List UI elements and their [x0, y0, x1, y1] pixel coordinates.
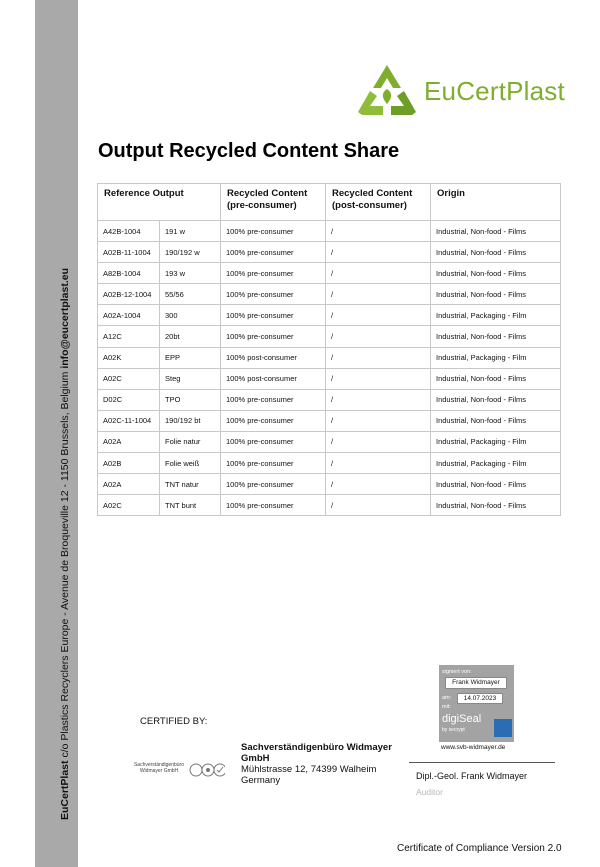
cell-pre-consumer: 100% pre-consumer — [221, 221, 326, 242]
seal-brand: digiSeal — [442, 713, 482, 725]
table-row — [98, 326, 561, 347]
stamp-text — [129, 762, 189, 774]
header-origin: Origin — [431, 184, 561, 221]
cell-origin: Industrial, Packaging - Film — [431, 431, 561, 452]
cell-pre-consumer: 100% pre-consumer — [221, 389, 326, 410]
company-name-line1: Sachverständigenbüro Widmayer — [241, 742, 392, 753]
cell-post-consumer: / — [326, 431, 431, 452]
signature-line — [409, 762, 555, 763]
auditor-role: Auditor — [416, 787, 443, 797]
cell-pre-consumer: 100% pre-consumer — [221, 410, 326, 431]
cell-post-consumer: / — [326, 347, 431, 368]
cell-post-consumer: / — [326, 389, 431, 410]
table-row — [98, 431, 561, 452]
cell-reference-code: A12C — [98, 326, 160, 347]
cell-reference-name: 193 w — [160, 263, 221, 284]
cell-reference-name: Folie natur — [160, 431, 221, 452]
cell-post-consumer: / — [326, 305, 431, 326]
table-header-row — [98, 184, 561, 221]
stamp-line1: Sachverständigenbüro — [133, 762, 185, 768]
seal-date: 14.07.2023 — [457, 693, 503, 704]
cell-pre-consumer: 100% pre-consumer — [221, 326, 326, 347]
cell-reference-name: 190/192 bt — [160, 410, 221, 431]
seal-square-icon — [494, 719, 512, 737]
cell-reference-name: 300 — [160, 305, 221, 326]
cell-reference-name: Steg — [160, 368, 221, 389]
cell-reference-name: TNT natur — [160, 474, 221, 495]
cell-reference-code: A42B-1004 — [98, 221, 160, 242]
table-row — [98, 474, 561, 495]
header-post-consumer — [326, 184, 431, 221]
cell-origin: Industrial, Non-food - Films — [431, 368, 561, 389]
cell-pre-consumer: 100% pre-consumer — [221, 453, 326, 474]
cell-pre-consumer: 100% pre-consumer — [221, 263, 326, 284]
certified-by-label: CERTIFIED BY: — [140, 716, 208, 727]
table-row — [98, 389, 561, 410]
table-row — [98, 368, 561, 389]
cell-origin: Industrial, Non-food - Films — [431, 242, 561, 263]
seal-date-label: am: — [442, 695, 452, 701]
seal-by: by secrypt — [442, 727, 465, 733]
cell-origin: Industrial, Packaging - Film — [431, 305, 561, 326]
cell-post-consumer: / — [326, 284, 431, 305]
cell-reference-name: 190/192 w — [160, 242, 221, 263]
seal-url: www.svb-widmayer.de — [441, 744, 506, 751]
cell-reference-code: A02B-12-1004 — [98, 284, 160, 305]
cell-pre-consumer: 100% pre-consumer — [221, 305, 326, 326]
sidebar-email: info@eucertplast.eu — [59, 267, 71, 369]
table-row — [98, 410, 561, 431]
logo-wordmark: EuCertPlast — [424, 76, 565, 106]
certifier-stamp — [129, 759, 225, 783]
cell-post-consumer: / — [326, 326, 431, 347]
cell-post-consumer: / — [326, 474, 431, 495]
cell-pre-consumer: 100% pre-consumer — [221, 495, 326, 516]
table-row — [98, 347, 561, 368]
cell-pre-consumer: 100% pre-consumer — [221, 284, 326, 305]
sidebar-address-text: c/o Plastics Recyclers Europe - Avenue de Broqueville 12 - 1150 Brussels, Belgium — [59, 368, 71, 761]
cell-origin: Industrial, Packaging - Film — [431, 347, 561, 368]
cell-reference-code: A02C-11-1004 — [98, 410, 160, 431]
certifier-company — [241, 743, 401, 787]
cell-origin: Industrial, Packaging - Film — [431, 453, 561, 474]
seal-signed-label: signiert von: — [442, 669, 472, 675]
table-row — [98, 263, 561, 284]
table-row — [98, 284, 561, 305]
digital-seal — [439, 665, 514, 742]
cell-origin: Industrial, Non-food - Films — [431, 221, 561, 242]
cell-post-consumer: / — [326, 368, 431, 389]
cell-reference-name: EPP — [160, 347, 221, 368]
table-row — [98, 242, 561, 263]
header-pre-line2: (pre-consumer) — [227, 199, 297, 211]
cell-post-consumer: / — [326, 410, 431, 431]
cell-reference-name: Folie weiß — [160, 453, 221, 474]
sidebar-address — [59, 260, 71, 820]
cell-reference-code: A02A — [98, 474, 160, 495]
stamp-line2: Widmayer GmbH — [139, 768, 179, 774]
cell-origin: Industrial, Non-food - Films — [431, 410, 561, 431]
cell-reference-name: 191 w — [160, 221, 221, 242]
company-name-line2: GmbH — [241, 752, 270, 764]
cell-pre-consumer: 100% post-consumer — [221, 347, 326, 368]
header-pre-consumer — [221, 184, 326, 221]
page-title: Output Recycled Content Share — [98, 140, 400, 162]
table-row — [98, 221, 561, 242]
cell-origin: Industrial, Non-food - Films — [431, 495, 561, 516]
sidebar-band — [35, 0, 78, 867]
cell-origin: Industrial, Non-food - Films — [431, 389, 561, 410]
cell-reference-code: A02B-11-1004 — [98, 242, 160, 263]
footer-version: Certificate of Compliance Version 2.0 — [397, 843, 562, 854]
recycled-content-table — [97, 183, 561, 516]
cell-pre-consumer: 100% pre-consumer — [221, 431, 326, 452]
cell-reference-code: A02C — [98, 495, 160, 516]
cell-reference-code: A82B-1004 — [98, 263, 160, 284]
header-post-line2: (post-consumer) — [332, 199, 407, 211]
auditor-name: Dipl.-Geol. Frank Widmayer — [416, 771, 528, 781]
cell-reference-code: A02B — [98, 453, 160, 474]
cell-reference-code: A02A-1004 — [98, 305, 160, 326]
cell-post-consumer: / — [326, 263, 431, 284]
header-post-line1: Recycled Content — [332, 188, 413, 199]
company-address-line1: Mühlstrasse 12, 74399 Walheim — [241, 763, 377, 775]
cell-post-consumer: / — [326, 242, 431, 263]
seal-signer: Frank Widmayer — [445, 677, 507, 689]
cell-reference-name: 55/56 — [160, 284, 221, 305]
header-pre-line1: Recycled Content — [227, 188, 308, 199]
cell-reference-name: TPO — [160, 389, 221, 410]
cell-reference-code: A02A — [98, 431, 160, 452]
cell-pre-consumer: 100% post-consumer — [221, 368, 326, 389]
cell-origin: Industrial, Non-food - Films — [431, 326, 561, 347]
table-row — [98, 305, 561, 326]
cell-pre-consumer: 100% pre-consumer — [221, 242, 326, 263]
seal-with-label: mit: — [442, 704, 451, 710]
table-row — [98, 453, 561, 474]
cell-origin: Industrial, Non-food - Films — [431, 284, 561, 305]
cell-origin: Industrial, Non-food - Films — [431, 263, 561, 284]
recycling-logo-icon — [356, 62, 418, 120]
cell-reference-code: D02C — [98, 389, 160, 410]
cell-post-consumer: / — [326, 453, 431, 474]
cell-reference-name: 20bt — [160, 326, 221, 347]
cell-origin: Industrial, Non-food - Films — [431, 474, 561, 495]
company-address-line2: Germany — [241, 774, 281, 786]
sidebar-org: EuCertPlast — [59, 760, 71, 820]
cell-post-consumer: / — [326, 495, 431, 516]
cell-reference-code: A02K — [98, 347, 160, 368]
stamp-emblem-icon — [189, 762, 225, 778]
cell-post-consumer: / — [326, 221, 431, 242]
cell-reference-name: TNT bunt — [160, 495, 221, 516]
cell-pre-consumer: 100% pre-consumer — [221, 474, 326, 495]
header-reference: Reference Output — [98, 184, 221, 221]
table-row — [98, 495, 561, 516]
cell-reference-code: A02C — [98, 368, 160, 389]
